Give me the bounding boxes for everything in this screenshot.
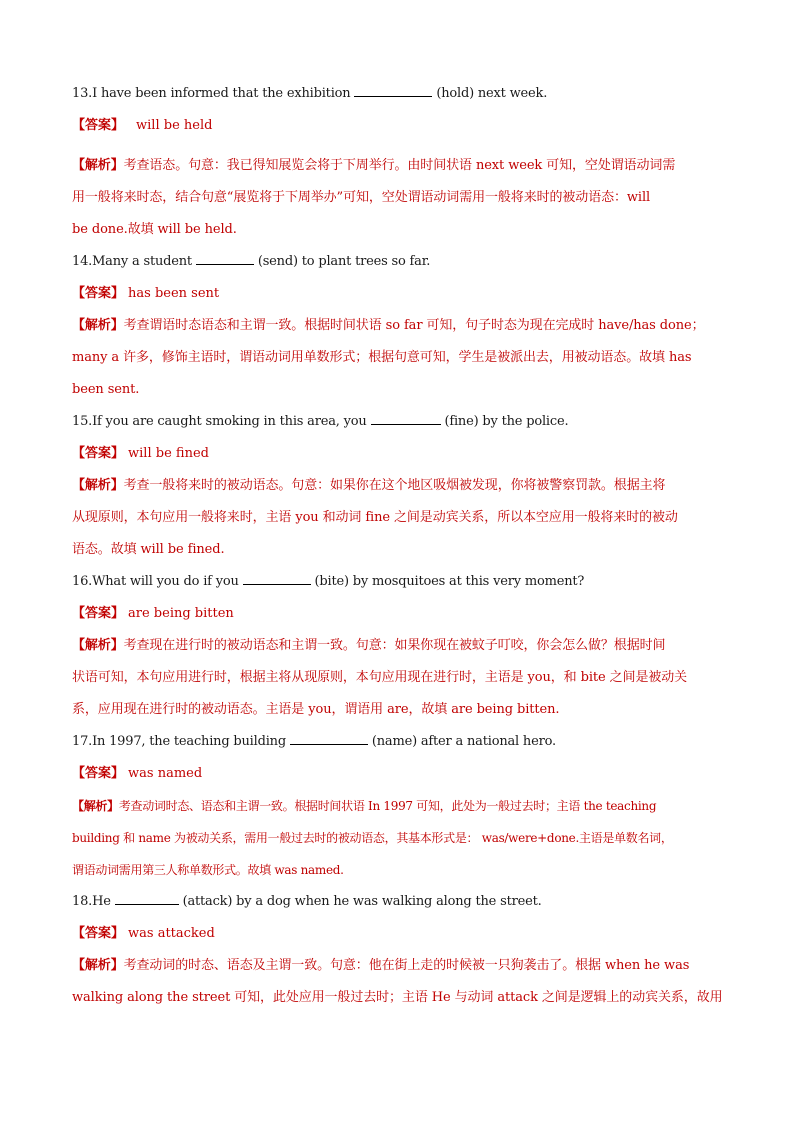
analysis-tag: 【解析】 [72, 958, 124, 973]
analysis-tag: 【解析】 [72, 799, 119, 813]
question-item-18 [72, 886, 727, 1014]
answer-tag: 【答案】 [72, 926, 125, 941]
analysis-line: walking along the street 可知，此处应用一般过去时；主语 He 与动词 attack 之间是逻辑上的动宾关系，故用 [72, 990, 723, 1005]
answer-line [72, 110, 727, 142]
analysis-line: 【解析】考查动词时态、语态和主谓一致。根据时间状语 In 1997 可知，此处为一般过去时；主语 the teaching [72, 799, 657, 813]
answer-blank [371, 413, 441, 425]
answer-value: was attacked [128, 926, 215, 941]
answer-blank [290, 733, 368, 745]
question-item-16 [72, 566, 727, 726]
analysis-line: been sent. [72, 382, 140, 397]
analysis-tag: 【解析】 [72, 478, 124, 493]
question-text: 16.What will you do if you (bite) by mosquitoes at this very moment? [72, 574, 585, 589]
analysis-line: building 和 name 为被动关系，需用一般过去时的被动语态，其基本形式是： was/were+done.主语是单数名词， [72, 831, 673, 845]
worksheet-page [72, 78, 727, 1014]
answer-blank [243, 573, 311, 585]
analysis-line: many a 许多，修饰主语时，谓语动词用单数形式；根据句意可知，学生是被派出去，用被动语态。故填 has [72, 350, 692, 365]
answer-tag: 【答案】 [72, 118, 125, 133]
question-item-17 [72, 726, 727, 886]
answer-blank [196, 253, 254, 265]
analysis-line: 系，应用现在进行时的被动语态。主语是 you，谓语用 are，故填 are being bitten. [72, 702, 560, 717]
answer-value: was named [128, 766, 203, 781]
analysis-line: 用一般将来时态，结合句意“展览将于下周举办”可知，空处谓语动词需用一般将来时的被动语态：will [72, 190, 651, 205]
analysis-line: 语态。故填 will be fined. [72, 542, 225, 557]
analysis-line: 从现原则，本句应用一般将来时，主语 you 和动词 fine 之间是动宾关系，所以本空应用一般将来时的被动 [72, 510, 678, 525]
analysis-tag: 【解析】 [72, 158, 124, 173]
question-text: 15.If you are caught smoking in this area, you (fine) by the police. [72, 414, 569, 429]
analysis-line: 【解析】考查现在进行时的被动语态和主谓一致。句意：如果你现在被蚊子叮咬，你会怎么做？根据时间 [72, 638, 666, 653]
analysis-tag: 【解析】 [72, 638, 124, 653]
analysis-line: 【解析】考查一般将来时的被动语态。句意：如果你在这个地区吸烟被发现，你将被警察罚款。根据主将 [72, 478, 666, 493]
question-text: 14.Many a student (send) to plant trees so far. [72, 254, 431, 269]
question-text: 13.I have been informed that the exhibition (hold) next week. [72, 86, 548, 101]
answer-line [72, 438, 727, 470]
analysis-line: 【解析】考查谓语时态语态和主谓一致。根据时间状语 so far 可知，句子时态为现在完成时 have/has done； [72, 318, 705, 333]
answer-line [72, 918, 727, 950]
answer-tag: 【答案】 [72, 286, 125, 301]
analysis-line: be done.故填 will be held. [72, 222, 237, 237]
answer-tag: 【答案】 [72, 606, 125, 621]
question-item-15 [72, 406, 727, 566]
analysis-line: 【解析】考查语态。句意：我已得知展览会将于下周举行。由时间状语 next week 可知，空处谓语动词需 [72, 158, 676, 173]
answer-tag: 【答案】 [72, 766, 125, 781]
question-item-13 [72, 78, 727, 246]
answer-value: has been sent [128, 286, 220, 301]
answer-line [72, 598, 727, 630]
answer-value: will be fined [128, 446, 209, 461]
answer-tag: 【答案】 [72, 446, 125, 461]
answer-blank [115, 893, 179, 905]
answer-value: will be held [136, 118, 213, 133]
analysis-tag: 【解析】 [72, 318, 124, 333]
analysis-line: 【解析】考查动词的时态、语态及主谓一致。句意：他在街上走的时候被一只狗袭击了。根据 when he was [72, 958, 690, 973]
answer-blank [354, 85, 432, 97]
analysis-line: 状语可知，本句应用进行时，根据主将从现原则，本句应用现在进行时，主语是 you，和 bite 之间是被动关 [72, 670, 688, 685]
answer-line [72, 278, 727, 310]
question-text: 17.In 1997, the teaching building (name) after a national hero. [72, 734, 556, 749]
question-item-14 [72, 246, 727, 406]
question-text: 18.He (attack) by a dog when he was walking along the street. [72, 894, 542, 909]
analysis-line: 谓语动词需用第三人称单数形式。故填 was named. [72, 863, 344, 877]
answer-line [72, 758, 727, 790]
answer-value: are being bitten [128, 606, 234, 621]
